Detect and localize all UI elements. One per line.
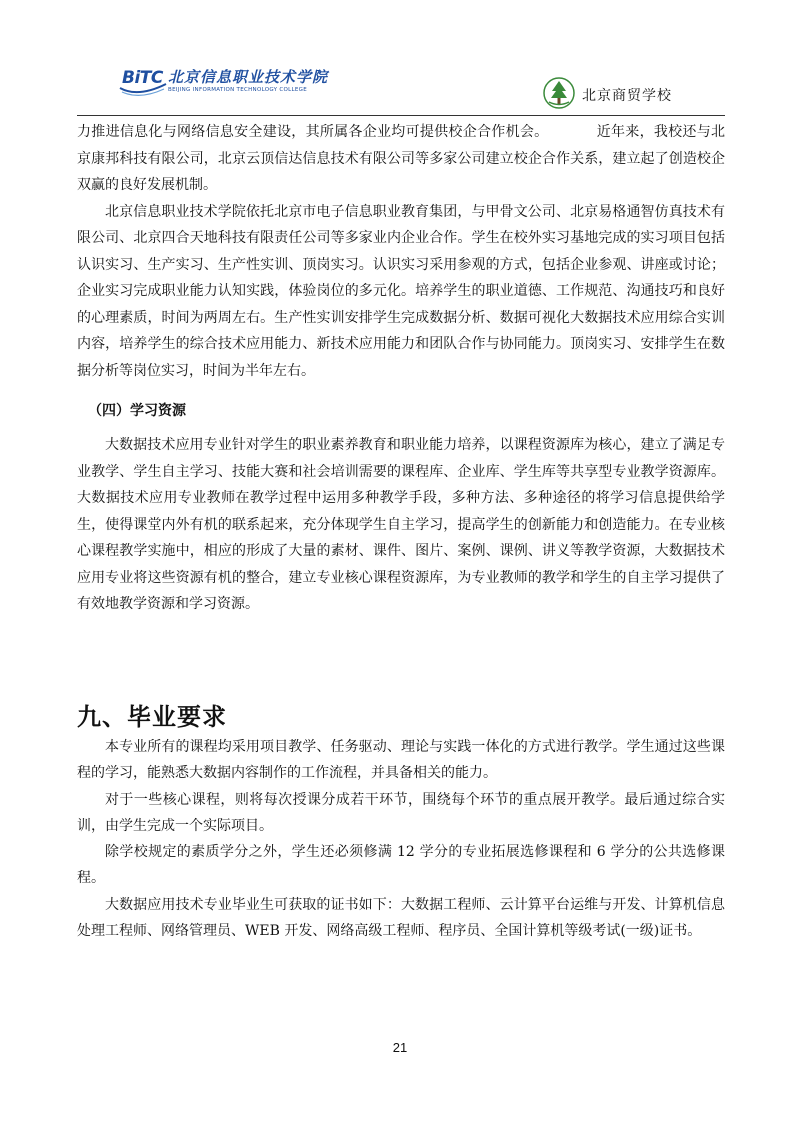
page-number: 21	[392, 1040, 408, 1055]
graduation-paragraph-3: 除学校规定的素质学分之外，学生还必须修满 12 学分的专业拓展选修课程和 6 学分的公共选修课程。	[77, 844, 725, 887]
graduation-requirements-block	[77, 734, 725, 944]
continuation-block	[77, 119, 725, 384]
continuation-text-tail: 近年来，我校还与北京康邦科技有限公司，北京云顶信达信息技术有限公司等多家公司建立校企合作关系，建立起了创造校企双赢的良好发展机制。	[77, 124, 726, 193]
bitc-name-cn: 北京信息职业技术学院	[168, 68, 329, 86]
continuation-paragraph-1	[77, 119, 725, 199]
page-header	[0, 0, 800, 120]
bitc-mark-text: BiTC	[122, 68, 163, 88]
header-divider	[77, 115, 725, 116]
graduation-paragraph-2: 对于一些核心课程，则将每次授课分成若干环节，围绕每个环节的重点展开教学。最后通过综合实训，由学生完成一个实际项目。	[77, 791, 725, 834]
learning-resources-block	[77, 432, 725, 618]
school-name: 北京商贸学校	[582, 88, 672, 104]
graduation-requirements-title: 九、毕业要求	[77, 703, 227, 731]
learning-resources-heading: （四）学习资源	[88, 403, 186, 419]
graduation-paragraph-4: 大数据应用技术专业毕业生可获取的证书如下：大数据工程师、云计算平台运维与开发、计算机信息处理工程师、网络管理员、WEB 开发、网络高级工程师、程序员、全国计算机等级考试(一级)证书。	[77, 896, 725, 940]
tree-emblem-icon	[542, 76, 576, 110]
continuation-paragraph-2: 北京信息职业技术学院依托北京市电子信息职业教育集团，与甲骨文公司、北京易格通智仿真技术有限公司、北京四合天地科技有限责任公司等多家业内企业合作。学生在校外实习基地完成的实习项目包括认识实习、生产实习、生产性实训、顶岗实习。认识实习采用参观的方式，包括企业参观、讲座或讨论；企业实习完成职业能力认知实践，体验岗位的多元化。培养学生的职业道德、工作规范、沟通技巧和良好的心理素质，时间为两周左右。生产性实训安排学生完成数据分析、数据可视化大数据技术应用综合实训内容，培养学生的综合技术应用能力、新技术应用能力和团队合作与协同能力。顶岗实习、安排学生在数据分析等岗位实习，时间为半年左右。	[77, 203, 725, 379]
graduation-paragraph-1: 本专业所有的课程均采用项目教学、任务驱动、理论与实践一体化的方式进行教学。学生通过这些课程的学习，能熟悉大数据内容制作的工作流程，并具备相关的能力。	[77, 739, 725, 782]
bitc-logo	[118, 62, 338, 104]
continuation-text: 力推进信息化与网络信息安全建设，其所属各企业均可提供校企合作机会。	[77, 124, 549, 140]
bitc-name-en: BEIJING INFORMATION TECHNOLOGY COLLEGE	[168, 87, 308, 93]
learning-resources-paragraph: 大数据技术应用专业针对学生的职业素养教育和职业能力培养，以课程资源库为核心，建立了满足专业教学、学生自主学习、技能大赛和社会培训需要的课程库、企业库、学生库等共享型专业教学资源库。大数据技术应用专业教师在教学过程中运用多种教学手段，多种方法、多种途径的将学习信息提供给学生，使得课堂内外有机的联系起来，充分体现学生自主学习，提高学生的创新能力和创造能力。在专业核心课程教学实施中，相应的形成了大量的素材、课件、图片、案例、课例、讲义等教学资源，大数据技术应用专业将这些资源有机的整合，建立专业核心课程资源库，为专业教师的教学和学生的自主学习提供了有效地教学资源和学习资源。	[77, 437, 725, 612]
school-logo	[542, 76, 722, 112]
